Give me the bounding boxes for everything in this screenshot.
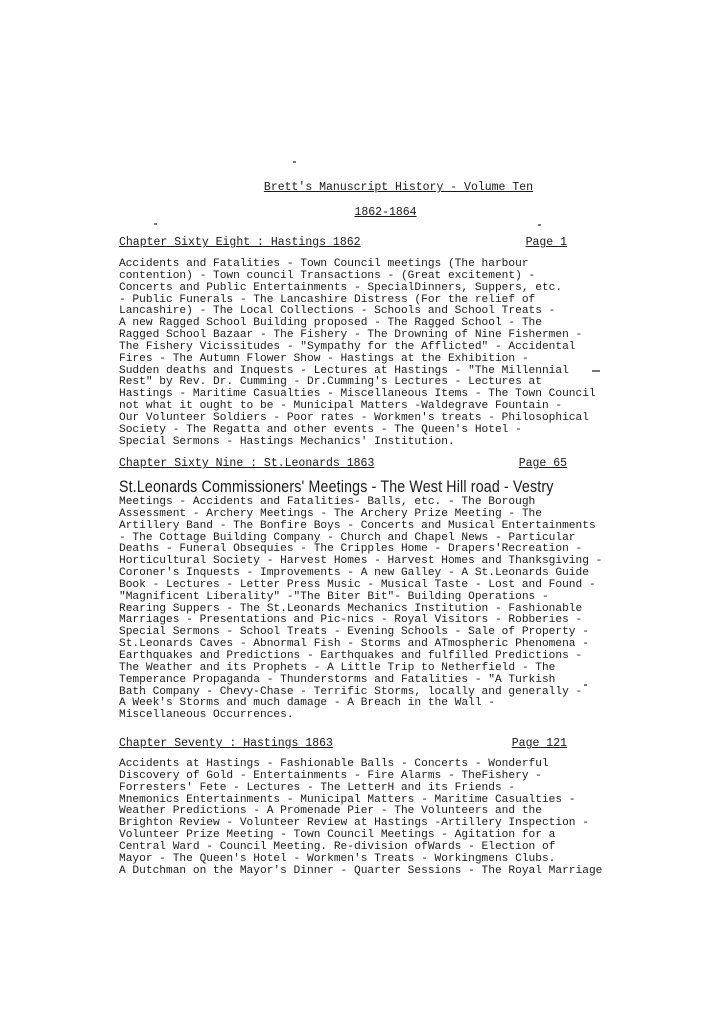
contents-line: Rearing Suppers - The St.Leonards Mechanics Institution - Fashionable: [119, 602, 583, 615]
chapter-69-lead-line: St.Leonards Commissioners' Meetings - The West Hill road - Vestry: [119, 478, 554, 496]
contents-line: Miscellaneous Occurrences.: [119, 709, 294, 722]
contents-line: Book - Lectures - Letter Press Music - Musical Taste - Lost and Found -: [119, 578, 596, 591]
chapter-69-heading: [119, 457, 567, 471]
contents-line: Special Sermons - Hastings Mechanics' Institution.: [119, 435, 455, 448]
scan-speck: [293, 161, 296, 163]
chapter-page: Page 1: [525, 236, 567, 249]
contents-line: St.Leonards Caves - Abnormal Fish - Storms and ATmospheric Phenomena -: [119, 638, 589, 651]
chapter-68-contents: [119, 259, 599, 449]
contents-line: Hastings - Maritime Casualties - Miscellaneous Items - The Town Council: [119, 388, 596, 401]
chapter-68-heading: [119, 236, 567, 250]
contents-line: Earthquakes and Predictions - Earthquakes and fulfilled Predictions -: [119, 649, 583, 662]
contents-line: The Fishery Vicissitudes - "Sympathy for the Afflicted" - Accidental: [119, 340, 576, 353]
contents-line: Concerts and Public Entertainments - SpecialDinners, Suppers, etc.: [119, 281, 563, 294]
contents-line: Horticultural Society - Harvest Homes - Harvest Homes and Thanksgiving -: [119, 555, 603, 568]
contents-line: Deaths - Funeral Obsequies - The Cripples Home - Drapers'Recreation -: [119, 543, 583, 556]
chapter-title: Chapter Sixty Nine : St.Leonards 1863: [119, 457, 375, 470]
contents-line: Accidents and Fatalities - Town Council meetings (The harbour: [119, 258, 529, 270]
document-title: Brett's Manuscript History - Volume Ten: [263, 181, 534, 194]
contents-line: Accidents at Hastings - Fashionable Balls - Concerts - Wonderful: [119, 758, 549, 770]
chapter-70-contents: [119, 758, 603, 877]
document-years: 1862-1864: [354, 206, 417, 219]
contents-line: contention) - Town council Transactions - (Great excitement) -: [119, 269, 536, 282]
contents-line: Volunteer Prize Meeting - Town Council Meetings - Agitation for a: [119, 829, 556, 842]
contents-line: Forresters' Fete - Lectures - The LetterH and its Friends -: [119, 781, 516, 794]
chapter-70-heading: [119, 737, 567, 751]
chapter-title: Chapter Seventy : Hastings 1863: [119, 737, 333, 750]
contents-line: Ragged School Bazaar - The Fishery - The Drowning of Nine Fishermen -: [119, 329, 583, 342]
scan-speck: [154, 223, 157, 225]
contents-line: "Magnificent Liberality" -"The Biter Bit"- Building Operations -: [119, 590, 549, 603]
contents-line: Sudden deaths and Inquests - Lectures at Hastings - "The Millennial: [119, 364, 569, 377]
contents-line: not what it ought to be - Municipal Matters -Waldegrave Fountain -: [119, 400, 563, 413]
contents-line: Coroner's Inquests - Improvements - A new Galley - A St.Leonards Guide: [119, 567, 589, 580]
contents-line: Central Ward - Council Meeting. Re-division ofWards - Election of: [119, 840, 556, 853]
contents-line: Our Volunteer Soldiers - Poor rates - Workmen's treats - Philosophical: [119, 411, 589, 424]
contents-line: Fires - The Autumn Flower Show - Hastings at the Exhibition -: [119, 352, 529, 365]
contents-line: Society - The Regatta and other events - The Queen's Hotel -: [119, 423, 522, 436]
contents-line: - Public Funerals - The Lancashire Distress (For the relief of: [119, 293, 536, 306]
scan-speck: [592, 370, 600, 372]
contents-line: Mayor - The Queen's Hotel - Workmen's Treats - Workingmens Clubs.: [119, 852, 556, 865]
contents-line: A Week's Storms and much damage - A Breach in the Wall -: [119, 697, 495, 710]
contents-line: - The Cottage Building Company - Church and Chapel News - Particular: [119, 531, 576, 544]
contents-line: Lancashire) - The Local Collections - Schools and School Treats -: [119, 305, 556, 318]
contents-line: Weather Predictions - A Promenade Pier - The Volunteers and the: [119, 805, 542, 818]
contents-line: Marriages - Presentations and Pic-nics - Royal Visitors - Robberies -: [119, 614, 583, 627]
contents-line: Meetings - Accidents and Fatalities- Balls, etc. - The Borough: [119, 496, 536, 508]
contents-line: Rest" by Rev. Dr. Cumming - Dr.Cumming's Lectures - Lectures at: [119, 376, 542, 389]
chapter-69-contents: [119, 496, 603, 722]
contents-line: Temperance Propaganda - Thunderstorms and Fatalities - "A Turkish: [119, 673, 556, 686]
chapter-title: Chapter Sixty Eight : Hastings 1862: [119, 236, 361, 249]
scan-speck: [538, 224, 541, 226]
contents-line: Mnemonics Entertainments - Municipal Matters - Maritime Casualties -: [119, 793, 576, 806]
contents-line: The Weather and its Prophets - A Little Trip to Netherfield - The: [119, 661, 556, 674]
contents-line: Bath Company - Chevy-Chase - Terrific Storms, locally and generally -: [119, 685, 583, 698]
contents-line: Assessment - Archery Meetings - The Archery Prize Meeting - The: [119, 507, 542, 520]
contents-line: A new Ragged School Building proposed - The Ragged School - The: [119, 317, 542, 330]
scan-speck: [584, 684, 587, 686]
contents-line: Special Sermons - School Treats - Evening Schools - Sale of Property -: [119, 626, 589, 639]
contents-line: Artillery Band - The Bonfire Boys - Concerts and Musical Entertainments: [119, 519, 596, 532]
chapter-page: Page 65: [518, 457, 567, 470]
contents-line: Brighton Review - Volunteer Review at Hastings -Artillery Inspection -: [119, 817, 589, 830]
chapter-page: Page 121: [511, 737, 567, 750]
contents-line: A Dutchman on the Mayor's Dinner - Quarter Sessions - The Royal Marriage: [119, 864, 603, 877]
contents-line: Discovery of Gold - Entertainments - Fire Alarms - TheFishery -: [119, 769, 542, 782]
